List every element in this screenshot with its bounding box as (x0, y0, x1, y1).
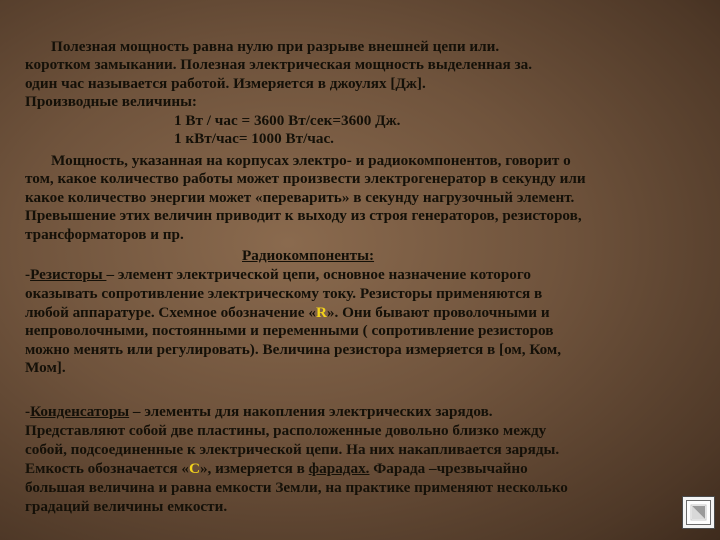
text-span: 1 кВт/час= 1000 Вт/час. (174, 130, 334, 147)
text-span: градаций величины емкости. (25, 498, 228, 515)
next-slide-button[interactable] (682, 496, 715, 529)
text-span: - (25, 403, 31, 420)
text-span: Превышение этих величин приводит к выходу из строя генераторов, резисторов, (25, 207, 582, 224)
text-span: Полезная мощность равна нулю при разрыве внешней цепи или. (51, 38, 500, 55)
text-line (25, 207, 582, 226)
text-line (51, 38, 499, 57)
text-span: 1 Вт / час = 3600 Вт/сек=3600 Дж. (174, 112, 401, 129)
text-span: оказывать сопротивление электрическому току. Резисторы применяются в (25, 285, 543, 302)
text-span: можно менять или регулировать). Величина резистора измеряется в [ом, Ком, (25, 341, 562, 358)
next-slide-button-face (686, 500, 711, 525)
text-line (25, 170, 586, 189)
text-line (25, 341, 561, 360)
text-span: непроволочными, постоянными и переменными ( сопротивление резисторов (25, 322, 554, 339)
symbol-c: С (188, 460, 200, 477)
text-span: какое количество энергии может «переварить» в секунду нагрузочный элемент. (25, 189, 575, 206)
text-span: – элемент электрической цепи, основное назначение которого (106, 266, 531, 283)
text-span: один час называется работой. Измеряется в джоулях [Дж]. (25, 75, 426, 92)
text-line (25, 422, 546, 441)
text-line (25, 498, 227, 517)
text-span: – элементы для накопления электрических зарядов. (129, 403, 493, 420)
text-span: большая величина и равна емкости Земли, на практике применяют несколько (25, 479, 568, 496)
text-span: трансформаторов и пр. (25, 226, 184, 243)
text-span: Радиокомпоненты: (242, 247, 375, 264)
text-span: ». Они бывают проволочными и (326, 304, 550, 321)
next-slide-icon (689, 503, 708, 522)
term-farads: фарадах. (308, 460, 370, 477)
text-span: собой, подсоединенные к электрической цепи. На них накапливается заряды. (25, 441, 560, 458)
text-line (174, 130, 334, 149)
text-line (25, 189, 574, 208)
text-line (25, 441, 559, 460)
text-line (174, 112, 400, 131)
text-line (25, 359, 66, 378)
text-line (51, 152, 571, 171)
text-line (25, 75, 426, 94)
text-span: Емкость обозначается « (25, 460, 189, 477)
text-line (25, 93, 197, 112)
text-span: коротком замыкании. Полезная электрическая мощность выделенная за. (25, 56, 533, 73)
text-line (25, 460, 528, 479)
text-span: любой аппаратуре. Схемное обозначение « (25, 304, 316, 321)
text-line (25, 266, 531, 285)
text-span: Мощность, указанная на корпусах электро- и радиокомпонентов, говорит о (51, 152, 571, 169)
text-span: », измеряется в (199, 460, 309, 477)
text-line (25, 479, 568, 498)
text-line (25, 304, 550, 323)
text-span: Представляют собой две пластины, расположенные довольно близко между (25, 422, 547, 439)
text-span: том, какое количество работы может произвести электрогенератор в секунду или (25, 170, 586, 187)
text-line (25, 403, 493, 422)
text-span: Фарада –чрезвычайно (369, 460, 528, 477)
text-line (25, 322, 553, 341)
symbol-r: R (315, 304, 327, 321)
text-span: Производные величины: (25, 93, 197, 110)
term-capacitors: Конденсаторы (30, 403, 130, 420)
text-line (25, 226, 184, 245)
text-line (25, 285, 542, 304)
term-resistors: Резисторы (30, 266, 107, 283)
text-span: Мом]. (25, 359, 66, 376)
text-line (25, 56, 532, 75)
text-span: - (25, 266, 31, 283)
section-heading (242, 247, 374, 266)
